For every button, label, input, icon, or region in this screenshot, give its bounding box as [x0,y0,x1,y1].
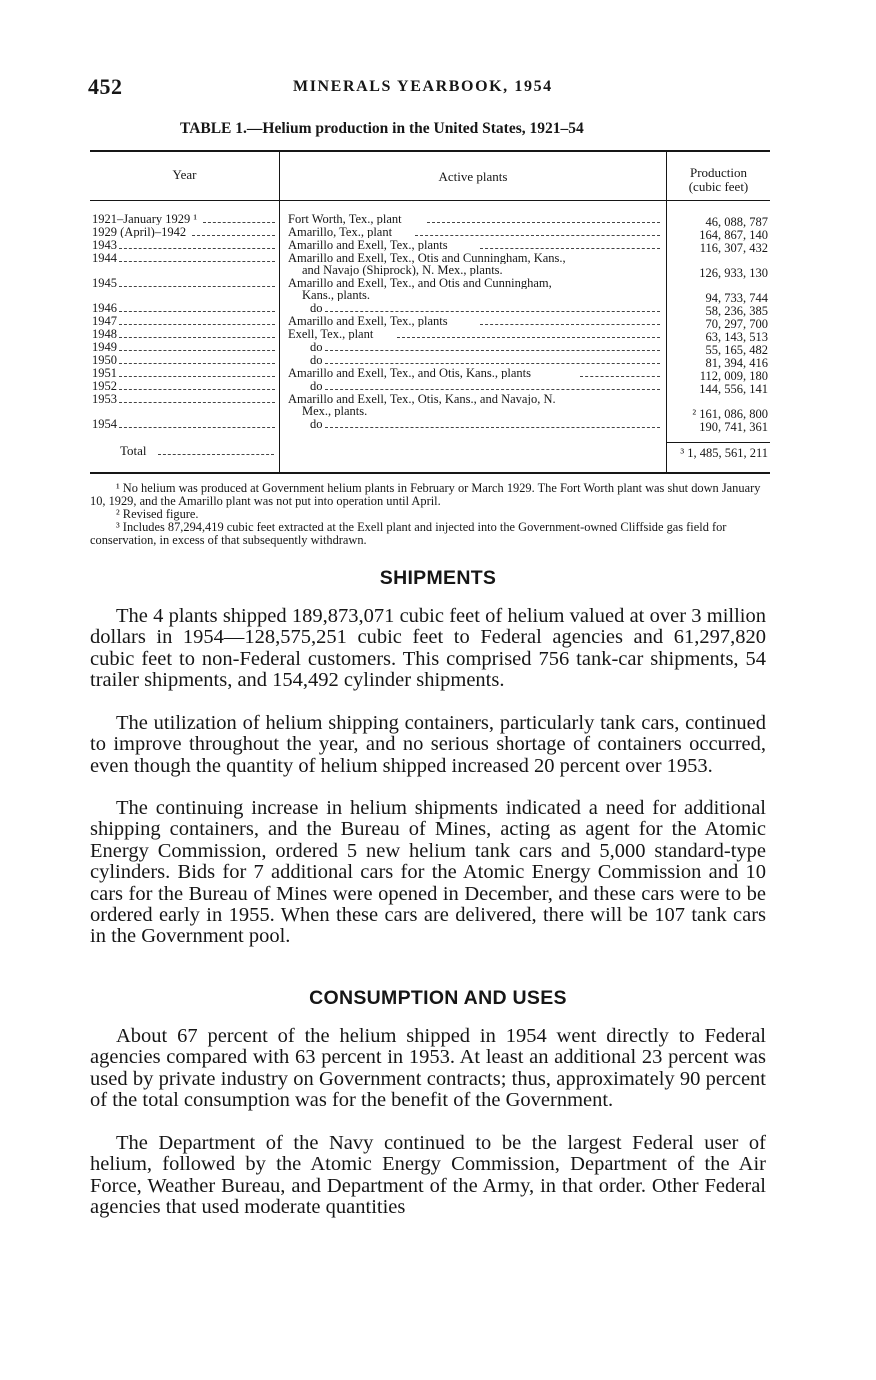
header-active-plants: Active plants [438,169,508,184]
table-cell-production: 55, 165, 482 [705,344,768,356]
table-cell-plant: Amarillo and Exell, Tex., and Otis, Kans., plants [288,367,531,379]
table-cell-plant: do [310,380,323,392]
table-cell-production: 81, 394, 416 [705,357,768,369]
helium-production-table [90,150,770,473]
table-cell-production: 190, 741, 361 [699,421,768,433]
table-cell-plant: and Navajo (Shiprock), N. Mex., plants. [302,264,503,276]
table-cell-production: ² 161, 086, 800 [692,408,768,420]
table-title: TABLE 1.—Helium production in the United States, 1921–54 [180,120,584,137]
dot-leader [119,324,275,325]
table-cell-plant: Fort Worth, Tex., plant [288,213,402,225]
table-header-rule [90,200,770,201]
column-divider [279,152,280,472]
table-total-production: ³ 1, 485, 561, 211 [680,447,768,459]
table-cell-production: 164, 867, 140 [699,229,768,241]
table-cell-production: 63, 143, 513 [705,331,768,343]
table-cell-plant: Mex., plants. [302,405,368,417]
table-cell-plant: Amarillo, Tex., plant [288,226,393,238]
dot-leader [119,311,275,312]
dot-leader [203,222,275,223]
dot-leader [325,389,660,390]
footnote: ³ Includes 87,294,419 cubic feet extracted at the Exell plant and injected into the Government-owned Cliffside gas field for conservation, in excess of that subsequently withdrawn. [90,520,727,547]
dot-leader [158,454,274,455]
dot-leader [325,427,660,428]
dot-leader [119,376,275,377]
dot-leader [192,235,275,236]
paragraph: The utilization of helium shipping containers, particularly tank cars, continued to improve throughout the year, and no serious shortage of containers occurred, even though the quantity of helium shipped increased 20 percent over 1953. [90,712,766,777]
table-cell-year: 1948 [92,328,117,340]
dot-leader [119,350,275,351]
table-cell-plant: Amarillo and Exell, Tex., Otis, Kans., and Navajo, N. [288,393,556,405]
dot-leader [119,248,275,249]
header-production [667,166,770,194]
table-cell-plant: Amarillo and Exell, Tex., Otis and Cunningham, Kans., [288,252,566,264]
table-top-rule [90,150,770,152]
table-cell-year: 1947 [92,315,117,327]
dot-leader [119,363,275,364]
table-cell-plant: Amarillo and Exell, Tex., plants [288,315,448,327]
table-cell-year: 1951 [92,367,117,379]
table-cell-plant: do [310,302,323,314]
section-heading-consumption: CONSUMPTION AND USES [309,987,567,1009]
paragraph: The continuing increase in helium shipments indicated a need for additional shipping containers, and the Bureau of Mines, acting as agent for the Atomic Energy Commission, ordered 5 new helium tank cars and 5,000 standard-type cylinders. Bids for 7 additional cars for the Atomic Energy Commission and 10 cars for the Bureau of Mines were opened in December, and these cars were to be ordered early in 1955. When these cars are delivered, there will be 107 tank cars in the Government pool. [90,797,766,948]
table-cell-year: 1944 [92,252,117,264]
dot-leader [480,324,660,325]
dot-leader [325,350,660,351]
table-cell-production: 70, 297, 700 [705,318,768,330]
dot-leader [119,402,275,403]
table-cell-year: 1950 [92,354,117,366]
table-cell-plant: do [310,418,323,430]
dot-leader [415,235,660,236]
table-bottom-rule [90,472,770,474]
total-rule [666,442,770,443]
header-production-line: Production [689,165,748,180]
header-production-unit: (cubic feet) [688,179,749,194]
dot-leader [480,248,660,249]
table-cell-production: 116, 307, 432 [699,242,768,254]
table-cell-year: 1953 [92,393,117,405]
dot-leader [119,337,275,338]
footnote: ² Revised figure. [116,507,199,521]
paragraph: The Department of the Navy continued to be the largest Federal user of helium, followed by the Atomic Energy Commission, Department of the Air Force, Weather Bureau, and Department of the Army, in that order. Other Federal agencies that used moderate quantities [90,1132,766,1219]
dot-leader [325,363,660,364]
running-head [88,74,768,102]
table-cell-plant: do [310,354,323,366]
table-cell-plant: Kans., plants. [302,289,371,301]
table-cell-plant: Amarillo and Exell, Tex., plants [288,239,448,251]
table-total-label: Total [120,445,147,457]
table-cell-production: 112, 009, 180 [699,370,768,382]
table-cell-production: 94, 733, 744 [705,292,768,304]
paragraph: About 67 percent of the helium shipped in 1954 went directly to Federal agencies compared with 63 percent in 1953. At least an additional 23 percent was used by private industry on Government contracts; thus, approximately 90 percent of the total consumption was for the benefit of the Government. [90,1025,766,1112]
dot-leader [119,427,275,428]
table-cell-plant: Exell, Tex., plant [288,328,374,340]
table-cell-year: 1954 [92,418,117,430]
dot-leader [119,286,275,287]
table-cell-plant: do [310,341,323,353]
table-cell-year: 1945 [92,277,117,289]
footnote: ¹ No helium was produced at Government helium plants in February or March 1929. The Fort Worth plant was shut down January 10, 1929, and the Amarillo plant was not put into operation until April. [90,481,761,508]
dot-leader [427,222,660,223]
table-cell-production: 58, 236, 385 [705,305,768,317]
table-cell-production: 46, 088, 787 [705,216,768,228]
section-heading-shipments: SHIPMENTS [379,567,497,589]
table-cell-year: 1946 [92,302,117,314]
header-year: Year [172,167,197,182]
table-cell-production: 126, 933, 130 [699,267,768,279]
dot-leader [119,261,275,262]
dot-leader [119,389,275,390]
dot-leader [397,337,660,338]
table-cell-year: 1952 [92,380,117,392]
table-cell-year: 1949 [92,341,117,353]
dot-leader [580,376,660,377]
page-number: 452 [88,74,123,99]
table-cell-plant: Amarillo and Exell, Tex., and Otis and Cunningham, [288,277,552,289]
table-cell-year: 1929 (April)–1942 [92,226,187,238]
paragraph: The 4 plants shipped 189,873,071 cubic feet of helium valued at over 3 million dollars in 1954—128,575,251 cubic feet to Federal agencies and 61,297,820 cubic feet to non-Federal customers. This comprised 756 tank-car shipments, 54 trailer shipments, and 154,492 cylinder shipments. [90,605,766,692]
running-title: MINERALS YEARBOOK, 1954 [293,78,553,95]
table-cell-year: 1943 [92,239,117,251]
table-footnotes [90,482,774,547]
dot-leader [325,311,660,312]
table-cell-production: 144, 556, 141 [699,383,768,395]
table-cell-year: 1921–January 1929 ¹ [92,213,198,225]
